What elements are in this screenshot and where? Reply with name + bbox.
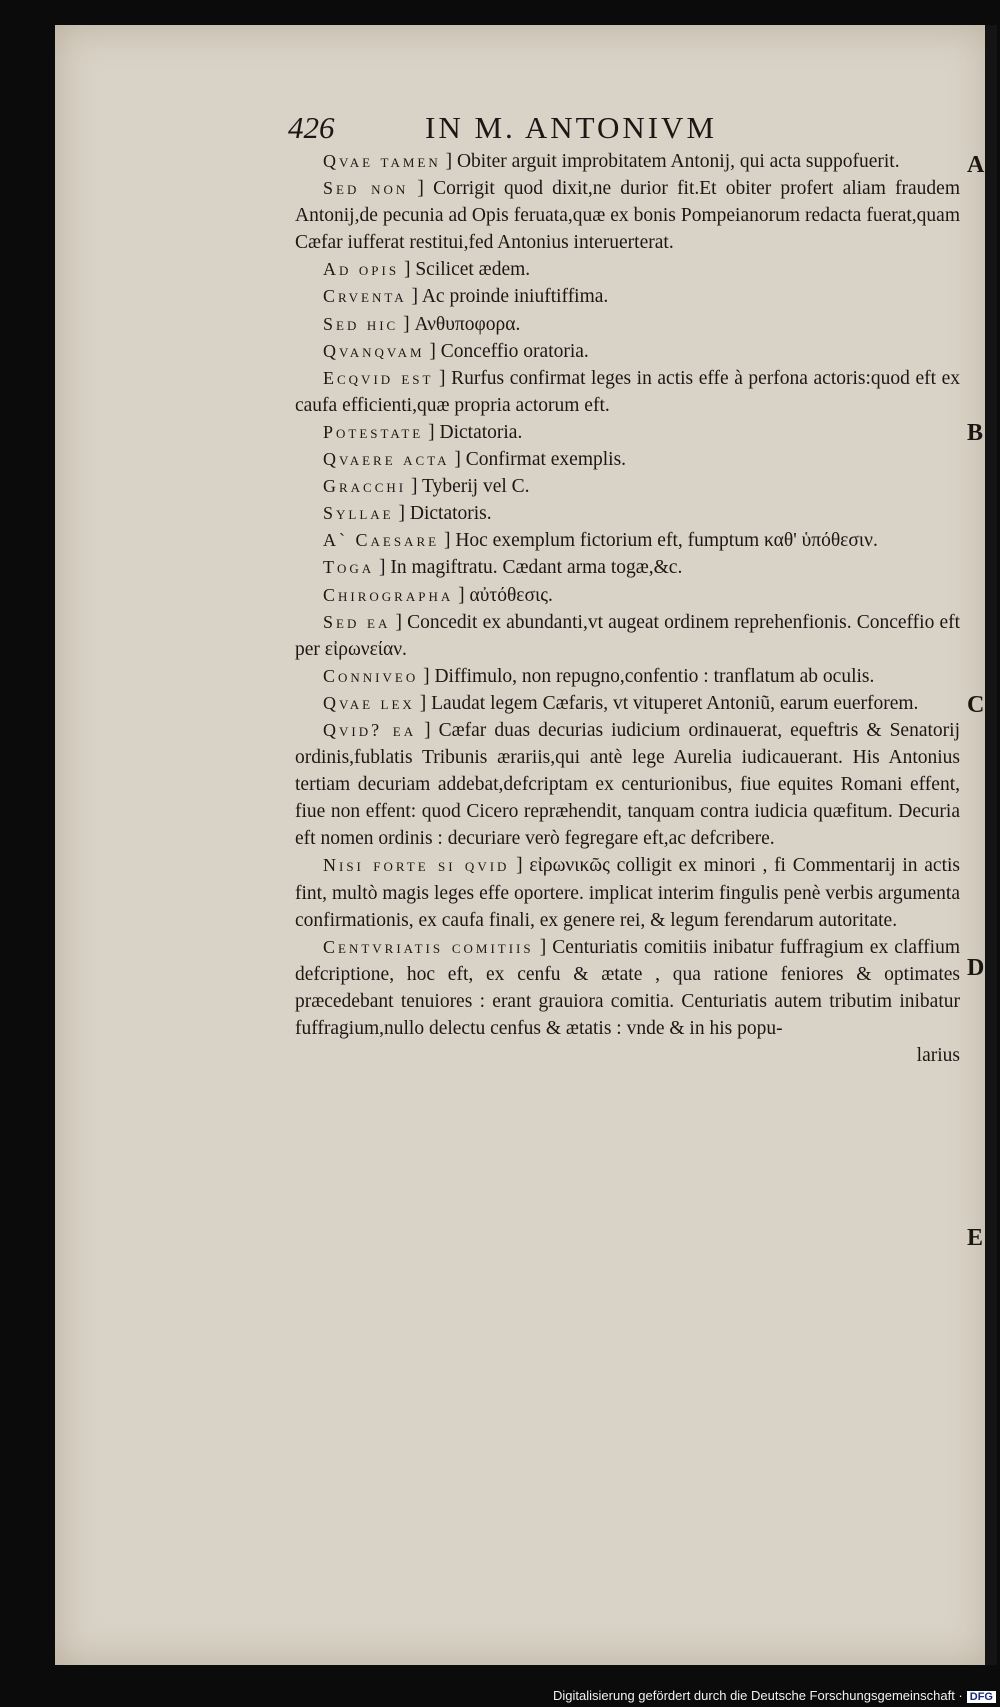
note-text: Obiter arguit improbitatem Antonij, qui acta suppofuerit. xyxy=(456,151,900,172)
lemma: Potestate xyxy=(323,421,424,442)
lemma: Ecqvid est xyxy=(323,367,434,388)
lemma: Qvid? ea xyxy=(323,719,417,740)
note: Sed ea ] Concedit ex abundanti,vt augeat ordinem reprehenfionis. Conceffio eft per εἰρωνείαν. xyxy=(295,611,961,660)
note-text: αὐτόθεσις. xyxy=(469,584,553,606)
note: Qvanqvam ] Conceffio oratoria. xyxy=(323,340,589,362)
note: Sed hic ] Ανθυποφορα. xyxy=(323,313,521,335)
note: Qvae tamen ] Obiter arguit improbitatem Antonij, qui acta suppofuerit. xyxy=(323,151,900,172)
note: Conniveo ] Diffimulo, non repugno,confentio : tranflatum ab oculis. xyxy=(323,665,875,687)
note-text: εἰρωνικῶς colligit ex minori , fi Commentarij in actis fint, multò magis leges effe oportere. implicat interim fingulis penè verbis argumenta confirmationis, ex caufa finali, ex genere rei, & legum ferendarum autoritate. xyxy=(295,855,960,931)
note-text: Rurfus confirmat leges in actis effe à perfona actoris:quod eft ex caufa efficienti,quæ propria actorum eft. xyxy=(295,367,960,416)
note-text: Ανθυποφορα. xyxy=(414,313,521,335)
lemma: Conniveo xyxy=(323,665,419,686)
note: Potestate ] Dictatoria. xyxy=(323,421,523,443)
margin-letter-a: A xyxy=(967,152,985,178)
margin-letter-c: C xyxy=(967,692,985,718)
lemma: Toga xyxy=(323,557,375,578)
note: Chirographa ] αὐτόθεσις. xyxy=(323,584,553,606)
lemma: Qvae tamen xyxy=(323,151,441,171)
note-text: Dictatoria. xyxy=(439,421,523,443)
note-text: Centuriatis comitiis inibatur fuffragium ex claffium defcriptione, hoc eft, ex cenfu & ætate , qua ratione feniores & optimates præcedebant tenuiores : erant grauiora comitia. Centuriatis autem tributim inibatur fuffragium,nullo delectu cenfus & ætatis : vnde & in his popu- xyxy=(295,936,960,1039)
digitization-credit: Digitalisierung gefördert durch die Deutsche Forschungsgemeinschaft · DFG xyxy=(0,1688,996,1703)
lemma: Chirographa xyxy=(323,584,454,605)
note: A` Caesare ] Hoc exemplum fictorium eft, fumptum καθ' ὑπόθεσιν. xyxy=(323,530,878,552)
lemma: Qvaere acta xyxy=(323,449,450,470)
lemma: Crventa xyxy=(323,286,407,307)
dfg-logo: DFG xyxy=(967,1691,996,1703)
note-text: Corrigit quod dixit,ne durior fit.Et obiter profert aliam fraudem Antonij,de pecunia ad Opis feruata,quæ ex bonis Pompeianorum redacta fuerat,quam Cæfar iufferat restitui,fed Antonius interuerterat. xyxy=(295,178,960,254)
note: Gracchi ] Tyberij vel C. xyxy=(323,476,530,498)
margin-letter-b: B xyxy=(967,420,984,446)
note-text: Conceffio oratoria. xyxy=(440,340,589,362)
note: Ecqvid est ] Rurfus confirmat leges in actis effe à perfona actoris:quod eft ex caufa efficienti,quæ propria actorum eft. xyxy=(295,367,960,416)
note: Sed non ] Corrigit quod dixit,ne durior fit.Et obiter profert aliam fraudem Antonij,de pecunia ad Opis feruata,quæ ex bonis Pompeianorum redacta fuerat,quam Cæfar iufferat restitui,fed Antonius interuerterat. xyxy=(295,178,960,254)
lemma: Qvae lex xyxy=(323,692,415,713)
lemma: Sed non xyxy=(323,178,409,199)
note-text: In magiftratu. Cædant arma togæ,&c. xyxy=(390,557,683,579)
note-text: Scilicet ædem. xyxy=(415,259,531,281)
commentary-body xyxy=(295,148,960,1069)
page-edge xyxy=(985,25,997,1665)
note: Syllae ] Dictatoris. xyxy=(323,503,492,525)
note-text: Hoc exemplum fictorium eft, fumptum καθ' ὑπόθεσιν. xyxy=(455,530,878,552)
note-text: Dictatoris. xyxy=(409,503,492,525)
note-text: Confirmat exemplis. xyxy=(465,449,627,471)
credit-text: Digitalisierung gefördert durch die Deutsche Forschungsgemeinschaft xyxy=(553,1688,955,1703)
lemma: Gracchi xyxy=(323,476,407,497)
note: Crventa ] Ac proinde iniuftiffima. xyxy=(323,286,609,308)
note-text: Cæfar duas decurias iudicium ordinauerat, equeftris & Senatorij ordinis,fublatis Tribunis ærariis,qui antè lege Aurelia iudicauerant. His Antonius tertiam decuriam addebat,defcriptam ex centurionibus, fiue equites Romani effent, fiue non effent: quod Cicero repræhendit, tanquam contra iudicia quæfitum. Decuria eft nomen ordinis : decuriare verò fegregare eft,ac defcribere. xyxy=(295,719,960,850)
note: Qvae lex ] Laudat legem Cæfaris, vt vituperet Antoniũ, earum euerforem. xyxy=(323,692,919,714)
note: Ad opis ] Scilicet ædem. xyxy=(323,259,531,281)
lemma: Ad opis xyxy=(323,259,400,280)
note-text: Concedit ex abundanti,vt augeat ordinem reprehenfionis. Conceffio eft per εἰρωνείαν. xyxy=(295,611,961,660)
note-text: Diffimulo, non repugno,confentio : tranflatum ab oculis. xyxy=(434,665,875,687)
lemma: Nisi forte si qvid xyxy=(323,855,510,876)
note-text: Tyberij vel C. xyxy=(422,476,530,498)
lemma: Centvriatis comitiis xyxy=(323,936,534,957)
note: Toga ] In magiftratu. Cædant arma togæ,&c. xyxy=(323,557,683,579)
lemma: Sed ea xyxy=(323,611,391,632)
page-number: 426 xyxy=(288,110,335,145)
margin-letter-e: E xyxy=(967,1225,984,1251)
note: Qvid? ea ] Cæfar duas decurias iudicium ordinauerat, equeftris & Senatorij ordinis,fublatis Tribunis ærariis,qui antè lege Aurelia iudicauerant. His Antonius tertiam decuriam addebat,defcriptam ex centurionibus, fiue equites Romani effent, fiue non effent: quod Cicero repræhendit, tanquam contra iudicia quæfitum. Decuria eft nomen ordinis : decuriare verò fegregare eft,ac defcribere. xyxy=(295,719,960,850)
note-text: Ac proinde iniuftiffima. xyxy=(421,286,609,308)
note: Centvriatis comitiis ] Centuriatis comitiis inibatur fuffragium ex claffium defcriptione, hoc eft, ex cenfu & ætate , qua ratione feniores & optimates præcedebant tenuiores : erant grauiora comitia. Centuriatis autem tributim inibatur fuffragium,nullo delectu cenfus & ætatis : vnde & in his popu- xyxy=(295,936,960,1039)
lemma: A` Caesare xyxy=(323,530,440,551)
note: Qvaere acta ] Confirmat exemplis. xyxy=(323,449,627,471)
running-title: IN M. ANTONIVM xyxy=(425,110,718,145)
note: Nisi forte si qvid ] εἰρωνικῶς colligit ex minori , fi Commentarij in actis fint, multò magis leges effe oportere. implicat interim fingulis penè verbis argumenta confirmationis, ex caufa finali, ex genere rei, & legum ferendarum autoritate. xyxy=(295,855,960,931)
lemma: Syllae xyxy=(323,503,394,524)
lemma: Sed hic xyxy=(323,313,399,334)
margin-letter-d: D xyxy=(967,955,985,981)
catchword: larius xyxy=(916,1045,960,1067)
note-text: Laudat legem Cæfaris, vt vituperet Antoniũ, earum euerforem. xyxy=(431,692,919,714)
lemma: Qvanqvam xyxy=(323,340,425,361)
